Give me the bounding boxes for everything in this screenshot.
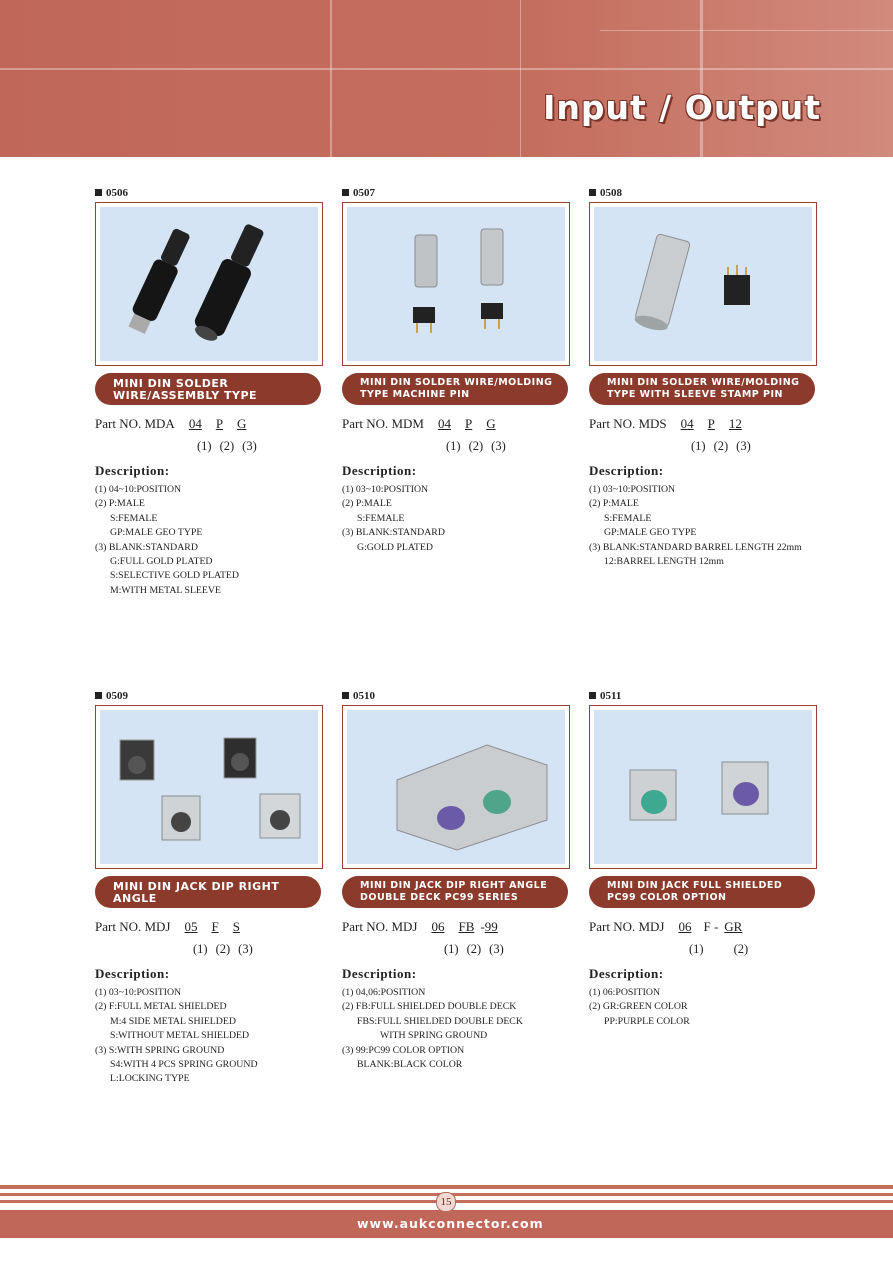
product-title-pill: MINI DIN JACK DIP RIGHT ANGLE DOUBLE DECK PC99 SERIES — [342, 876, 568, 908]
description-list: (1) 04,06:POSITION (2) FB:FULL SHIELDED DOUBLE DECK FBS:FULL SHIELDED DOUBLE DECK WITH SPRING GROUND (3) 99:PC99 COLOR OPTION BLANK:BLACK COLOR — [342, 987, 523, 1071]
part-number: Part NO. MDM 04 P G — [342, 416, 496, 431]
part-number-index: (1) (2) (3) — [444, 942, 504, 956]
description-heading: Description: — [95, 966, 170, 981]
product-code: 0507 — [342, 187, 375, 199]
machine-pin-parts-image — [347, 207, 565, 361]
page-title: Input / Output — [543, 88, 821, 127]
full-shielded-pc99-image — [594, 710, 812, 864]
product-code: 0506 — [95, 187, 128, 199]
description-heading: Description: — [342, 463, 417, 478]
part-number: Part NO. MDJ 06 F - GR — [589, 919, 743, 934]
part-number-index: (1) (2) (3) — [691, 439, 751, 453]
din-jack-right-angle-image — [100, 710, 318, 864]
part-number: Part NO. MDJ 06 FB -99 — [342, 919, 498, 934]
part-number-index: (1) (2) (3) — [193, 942, 253, 956]
description-list: (1) 04~10:POSITION (2) P:MALE S:FEMALE GP:MALE GEO TYPE (3) BLANK:STANDARD G:FULL GOLD PLATED S:SELECTIVE GOLD PLATED M:WITH METAL SLEEVE — [95, 484, 239, 596]
product-photo — [589, 202, 817, 366]
product-code: 0509 — [95, 690, 128, 702]
part-number-index: (1) (2) (3) — [446, 439, 506, 453]
part-number: Part NO. MDJ 05 F S — [95, 919, 240, 934]
description-list: (1) 03~10:POSITION (2) P:MALE S:FEMALE (3) BLANK:STANDARD G:GOLD PLATED — [342, 484, 445, 553]
footer-stripe — [0, 1185, 893, 1189]
part-number-index: (1) (2) — [689, 942, 749, 956]
description-list: (1) 03~10:POSITION (2) P:MALE S:FEMALE GP:MALE GEO TYPE (3) BLANK:STANDARD BARREL LENGTH 22mm 12:BARREL LENGTH 12mm — [589, 484, 802, 568]
page-number: 15 — [436, 1192, 456, 1212]
part-number-index: (1) (2) (3) — [197, 439, 257, 453]
product-code: 0510 — [342, 690, 375, 702]
website-url[interactable]: www.aukconnector.com — [357, 1216, 544, 1231]
description-heading: Description: — [342, 966, 417, 981]
description-heading: Description: — [95, 463, 170, 478]
sleeve-stamp-pin-image — [594, 207, 812, 361]
mini-din-plug-image — [100, 207, 318, 361]
description-heading: Description: — [589, 966, 664, 981]
description-list: (1) 03~10:POSITION (2) F:FULL METAL SHIELDED M:4 SIDE METAL SHIELDED S:WITHOUT METAL SHIELDED (3) S:WITH SPRING GROUND S4:WITH 4 PCS SPRING GROUND L:LOCKING TYPE — [95, 987, 258, 1085]
product-photo — [95, 705, 323, 869]
part-number: Part NO. MDA 04 P G — [95, 416, 247, 431]
double-deck-pc99-image — [347, 710, 565, 864]
part-number: Part NO. MDS 04 P 12 — [589, 416, 742, 431]
product-title-pill: MINI DIN JACK FULL SHIELDED PC99 COLOR OPTION — [589, 876, 815, 908]
product-code: 0511 — [589, 690, 621, 702]
page-header — [0, 0, 893, 157]
product-title-pill: MINI DIN SOLDER WIRE/ASSEMBLY TYPE — [95, 373, 321, 405]
product-photo — [95, 202, 323, 366]
product-photo — [342, 705, 570, 869]
product-title-pill: MINI DIN SOLDER WIRE/MOLDING TYPE MACHINE PIN — [342, 373, 568, 405]
product-title-pill: MINI DIN JACK DIP RIGHT ANGLE — [95, 876, 321, 908]
description-heading: Description: — [589, 463, 664, 478]
footer-bar — [0, 1210, 893, 1238]
product-code: 0508 — [589, 187, 622, 199]
description-list: (1) 06:POSITION (2) GR:GREEN COLOR PP:PURPLE COLOR — [589, 987, 690, 1027]
product-photo — [342, 202, 570, 366]
product-photo — [589, 705, 817, 869]
product-title-pill: MINI DIN SOLDER WIRE/MOLDING TYPE WITH SLEEVE STAMP PIN — [589, 373, 815, 405]
